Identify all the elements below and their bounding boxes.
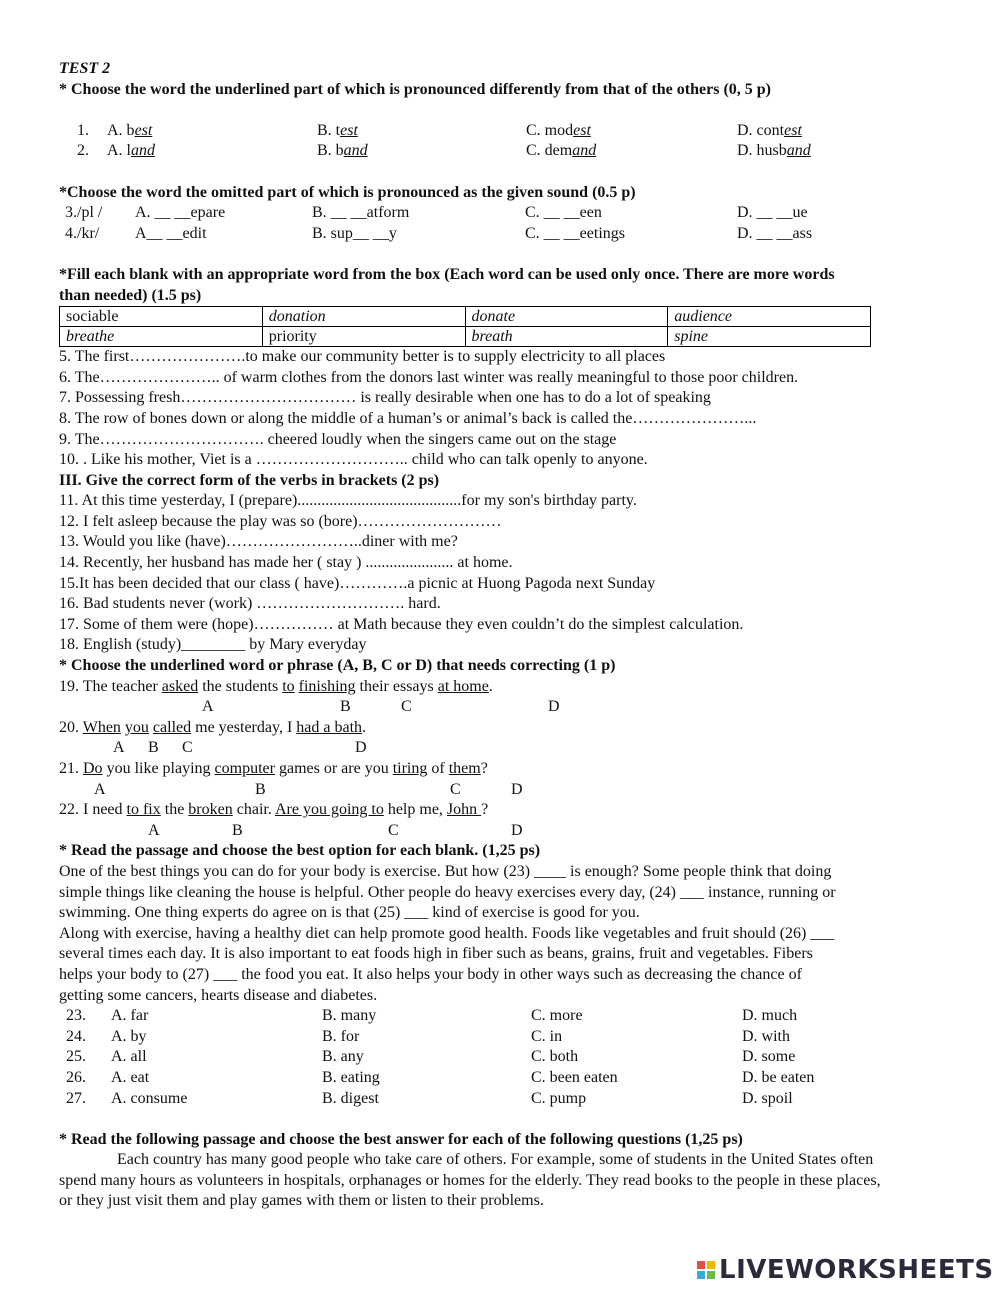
section3-heading-line1: *Fill each blank with an appropriate word from the box (Each word can be used only once. There are more words: [59, 265, 835, 283]
section3-heading-line2: than needed) (1.5 ps): [59, 286, 202, 304]
choice-19d[interactable]: at home: [437, 677, 489, 695]
word-box-cell: breath: [465, 327, 668, 347]
option-1a[interactable]: A. best: [107, 121, 153, 139]
option-4b[interactable]: B. sup__ __y: [312, 224, 397, 242]
choice-20b[interactable]: you: [124, 718, 149, 736]
word-box-cell: priority: [262, 327, 465, 347]
choice-19c[interactable]: finishing: [298, 677, 356, 695]
word-box-cell: donate: [465, 307, 668, 327]
option-27a[interactable]: A. consume: [111, 1089, 188, 1107]
logo-text: LIVEWORKSHEETS: [719, 1254, 994, 1285]
letters-22: A B C D: [148, 821, 523, 839]
question-24: 24. A. by B. for C. in D. with: [59, 1027, 939, 1048]
letters-19: A B C D: [202, 698, 560, 716]
option-26b[interactable]: B. eating: [322, 1068, 380, 1086]
word-box-cell: sociable: [60, 307, 263, 327]
passage-line: simple things like cleaning the house is helpful. Other people do heavy exercises every day, (24) ___ instance, running or: [59, 883, 836, 901]
option-24a[interactable]: A. by: [111, 1027, 147, 1045]
question-25: 25. A. all B. any C. both D. some: [59, 1047, 939, 1068]
question-23: 23. A. far B. many C. more D. much: [59, 1006, 939, 1027]
question-16[interactable]: 16. Bad students never (work) ………………………. hard.: [59, 595, 441, 613]
option-26a[interactable]: A. eat: [111, 1068, 150, 1086]
question-15[interactable]: 15.It has been decided that our class ( have)………….a picnic at Huong Pagoda next Sunday: [59, 574, 656, 592]
choice-19a[interactable]: asked: [161, 677, 199, 695]
choice-22b[interactable]: broken: [188, 801, 233, 819]
option-25a[interactable]: A. all: [111, 1048, 147, 1066]
question-22: 22. I need to fix the broken chair. Are you going to help me, John ?: [59, 801, 489, 819]
worksheet-page: [59, 59, 939, 1212]
option-25b[interactable]: B. any: [322, 1048, 364, 1066]
option-2b[interactable]: B. band: [317, 142, 368, 160]
section2-heading: *Choose the word the omitted part of which is pronounced as the given sound (0.5 p): [59, 183, 636, 201]
logo-icon: [697, 1261, 715, 1279]
section6-heading: * Read the passage and choose the best option for each blank. (1,25 ps): [59, 842, 541, 860]
option-26c[interactable]: C. been eaten: [531, 1068, 618, 1086]
option-4a[interactable]: A__ __edit: [135, 224, 207, 242]
option-2c[interactable]: C. demand: [526, 142, 597, 160]
option-3b[interactable]: B. __ __atform: [312, 204, 410, 222]
choice-19b[interactable]: to: [282, 677, 295, 695]
question-8[interactable]: 8. The row of bones down or along the middle of a human’s or animal’s back is called the…………………...: [59, 409, 757, 427]
question-12[interactable]: 12. I felt asleep because the play was so (bore)………………………: [59, 512, 502, 530]
word-box: [59, 306, 871, 347]
word-box-cell: audience: [668, 307, 871, 327]
option-3c[interactable]: C. __ __een: [525, 204, 602, 222]
question-26: 26. A. eat B. eating C. been eaten D. be eaten: [59, 1068, 939, 1089]
option-3a[interactable]: A. __ __epare: [135, 204, 226, 222]
section7-heading: * Read the following passage and choose the best answer for each of the following questions (1,25 ps): [59, 1130, 743, 1148]
question-4: 4./kr/ A__ __edit B. sup__ __y C. __ __eetings D. __ __ass: [59, 224, 939, 245]
passage-line: getting some cancers, hearts disease and diabetes.: [59, 986, 378, 1004]
passage-line: spend many hours as volunteers in hospitals, orphanages or homes for the elderly. They read books to the people in these places,: [59, 1171, 881, 1189]
question-27: 27. A. consume B. digest C. pump D. spoil: [59, 1089, 939, 1110]
question-7[interactable]: 7. Possessing fresh…………………………… is really desirable when one has to do a lot of speaking: [59, 389, 711, 407]
question-6[interactable]: 6. The………………….. of warm clothes from the donors last winter was really meaningful to those poor children.: [59, 368, 799, 386]
choice-22c[interactable]: Are you going to: [274, 801, 384, 819]
word-box-cell: spine: [668, 327, 871, 347]
option-24b[interactable]: B. for: [322, 1027, 360, 1045]
question-9[interactable]: 9. The…………………………. cheered loudly when the singers came out on the stage: [59, 430, 617, 448]
section1-heading: * Choose the word the underlined part of which is pronounced differently from that of the others (0, 5 p): [59, 80, 771, 98]
letters-20: A B C D: [113, 739, 367, 757]
passage-line: Each country has many good people who take care of others. For example, some of students in the United States often: [117, 1151, 874, 1169]
option-26d[interactable]: D. be eaten: [742, 1068, 815, 1086]
question-11[interactable]: 11. At this time yesterday, I (prepare).........................................for my son's birthday party.: [59, 492, 637, 510]
option-23c[interactable]: C. more: [531, 1007, 583, 1025]
question-14[interactable]: 14. Recently, her husband has made her ( stay ) ...................... at home.: [59, 554, 513, 572]
question-21: 21. Do you like playing computer games or are you tiring of them?: [59, 760, 488, 777]
option-24d[interactable]: D. with: [742, 1027, 790, 1045]
choice-21b[interactable]: computer: [214, 760, 275, 777]
option-3d[interactable]: D. __ __ue: [737, 204, 808, 222]
question-19: 19. The teacher asked the students to finishing their essays at home.: [59, 677, 493, 695]
question-1: 1. A. best B. test C. modest D. contest: [59, 121, 939, 142]
choice-22d[interactable]: John: [446, 801, 482, 819]
option-23a[interactable]: A. far: [111, 1007, 149, 1025]
option-24c[interactable]: C. in: [531, 1027, 563, 1045]
choice-20c[interactable]: called: [152, 718, 192, 736]
option-2d[interactable]: D. husband: [737, 142, 811, 160]
option-4c[interactable]: C. __ __eetings: [525, 224, 625, 242]
test-title: TEST 2: [59, 60, 111, 77]
word-box-cell: donation: [262, 307, 465, 327]
passage-line: or they just visit them and play games with them or listen to their problems.: [59, 1192, 544, 1210]
choice-20d[interactable]: had a bath: [296, 718, 363, 736]
option-27d[interactable]: D. spoil: [742, 1089, 793, 1107]
passage-line: helps your body to (27) ___ the food you eat. It also helps your body in other ways such as decreasing the chance of: [59, 965, 802, 983]
option-1b[interactable]: B. test: [317, 121, 358, 139]
question-13[interactable]: 13. Would you like (have)……………………..diner with me?: [59, 533, 458, 551]
option-23b[interactable]: B. many: [322, 1007, 377, 1025]
question-10[interactable]: 10. . Like his mother, Viet is a ……………………….. child who can talk openly to anyone.: [59, 451, 648, 469]
option-27b[interactable]: B. digest: [322, 1089, 379, 1107]
liveworksheets-logo: [697, 1255, 994, 1285]
choice-21a[interactable]: Do: [83, 760, 103, 777]
option-25c[interactable]: C. both: [531, 1048, 579, 1066]
passage-line: One of the best things you can do for your body is exercise. But how (23) ____ is enough? Some people think that doing: [59, 862, 832, 880]
question-18[interactable]: 18. English (study)________ by Mary everyday: [59, 636, 367, 654]
option-27c[interactable]: C. pump: [531, 1089, 587, 1107]
word-box-cell: breathe: [60, 327, 263, 347]
option-1d[interactable]: D. contest: [737, 121, 802, 139]
section4-heading: III. Give the correct form of the verbs in brackets (2 ps): [59, 471, 440, 489]
choice-22a[interactable]: to fix: [126, 801, 161, 819]
passage-line: swimming. One thing experts do agree on is that (25) ___ kind of exercise is good for you.: [59, 904, 640, 922]
passage-line: several times each day. It is also important to eat foods high in fiber such as beans, grains, fruit and vegetables. Fibers: [59, 945, 813, 963]
option-4d[interactable]: D. __ __ass: [737, 224, 813, 242]
question-5[interactable]: 5. The first………………….to make our community better is to supply electricity to all places: [59, 348, 666, 366]
question-17[interactable]: 17. Some of them were (hope)…………… at Math because they even couldn’t do the simplest calculation.: [59, 615, 744, 633]
section5-heading: * Choose the underlined word or phrase (A, B, C or D) that needs correcting (1 p): [59, 657, 616, 675]
question-3: 3./pl / A. __ __epare B. __ __atform C. __ __een D. __ __ue: [59, 203, 939, 224]
choice-21d[interactable]: them: [448, 760, 481, 777]
letters-21: A B C D: [94, 780, 523, 798]
question-2: 2. A. land B. band C. demand D. husband: [59, 141, 939, 162]
passage-line: Along with exercise, having a healthy diet can help promote good health. Foods like vegetables and fruit should (26) ___: [59, 924, 835, 942]
option-2a[interactable]: A. land: [107, 142, 155, 160]
choice-21c[interactable]: tiring: [392, 760, 428, 777]
choice-20a[interactable]: When: [82, 718, 121, 736]
option-23d[interactable]: D. much: [742, 1007, 798, 1025]
question-20: 20. When you called me yesterday, I had a bath.: [59, 718, 367, 736]
option-25d[interactable]: D. some: [742, 1048, 796, 1066]
option-1c[interactable]: C. modest: [526, 121, 591, 139]
